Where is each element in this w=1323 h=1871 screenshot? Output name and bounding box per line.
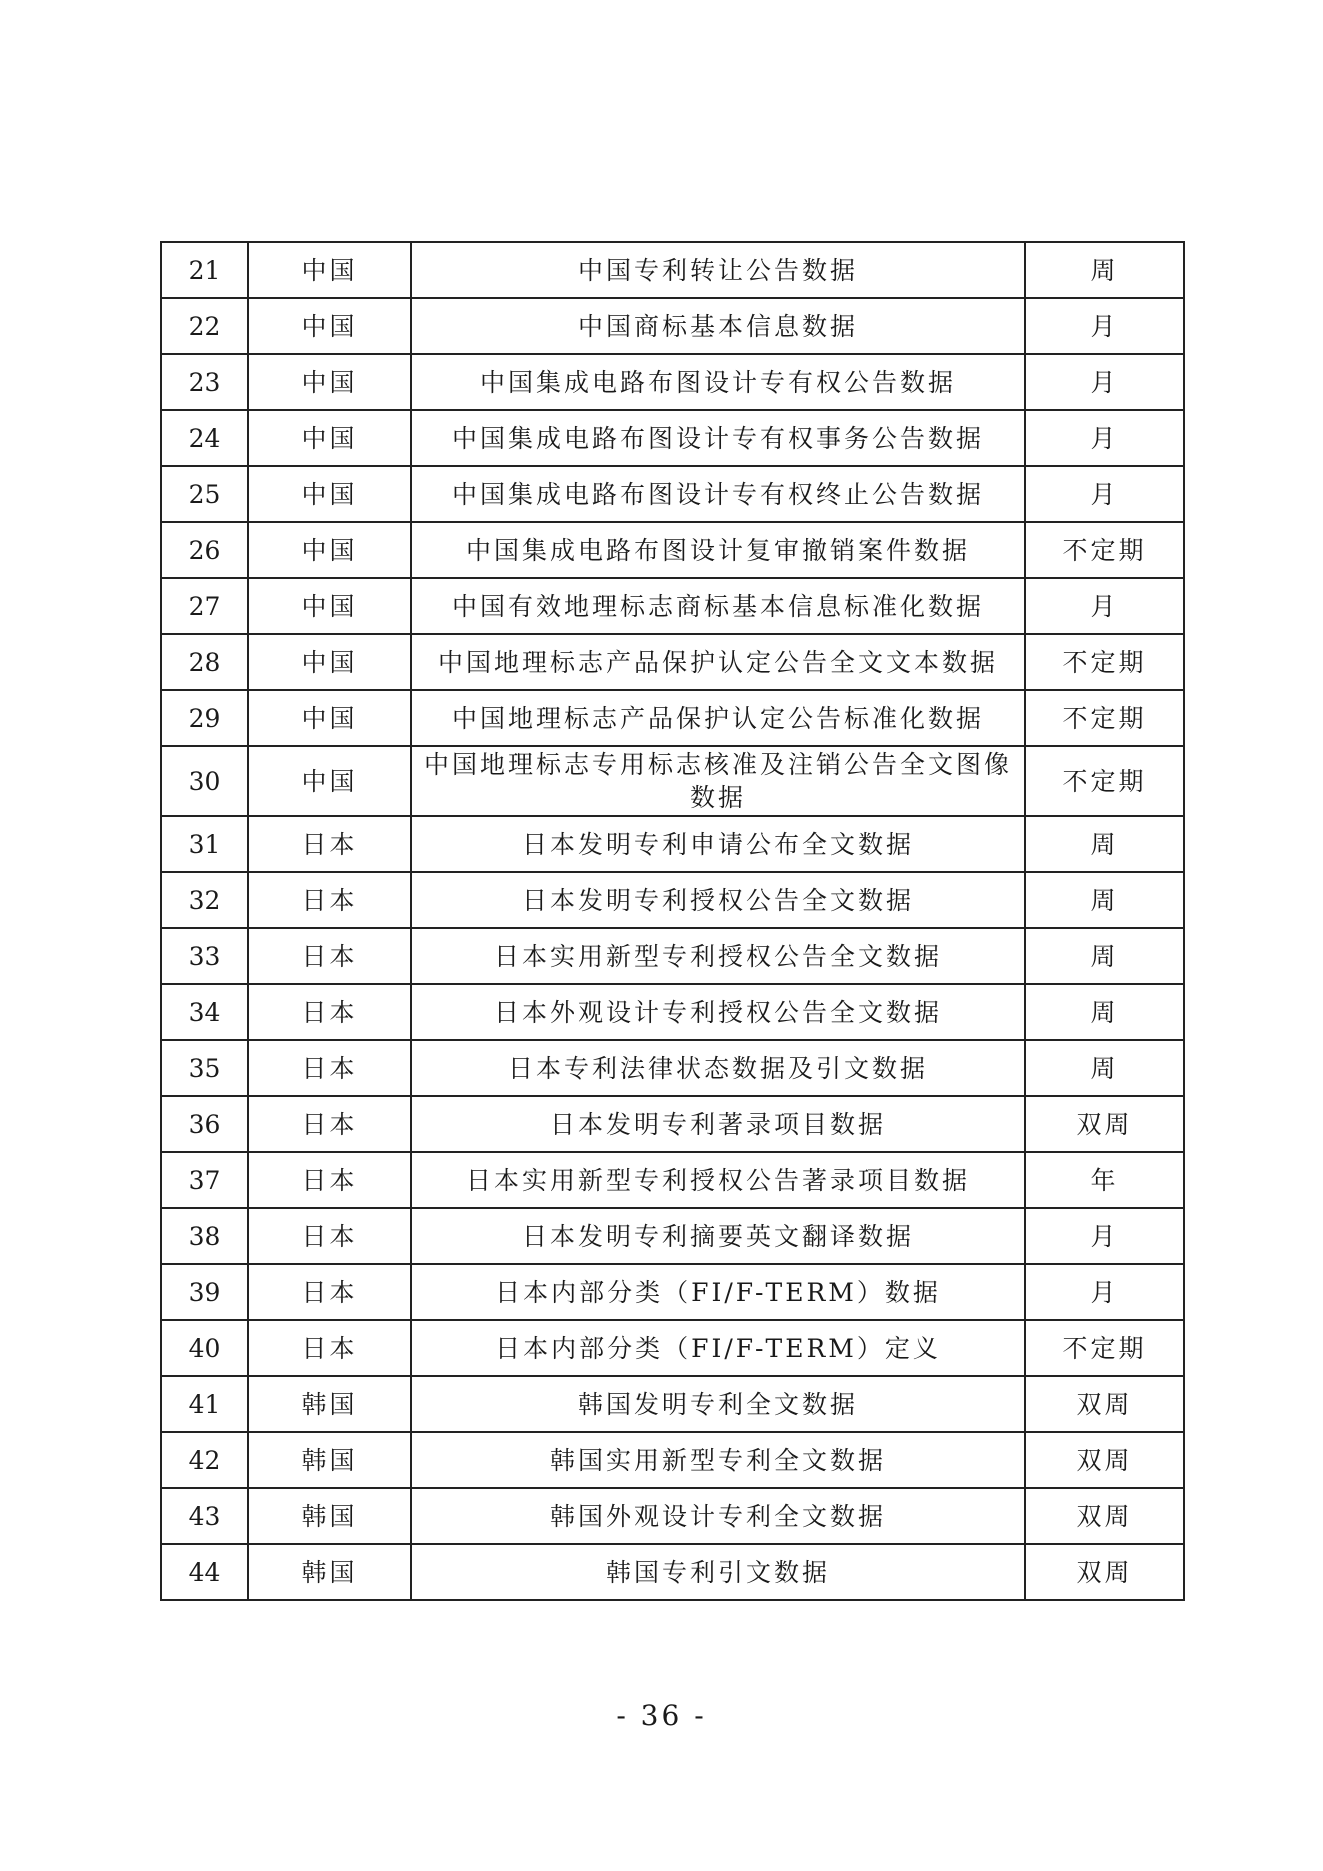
row-number: 24 [161, 410, 248, 466]
row-number: 41 [161, 1376, 248, 1432]
table-row [161, 634, 1184, 690]
row-number: 39 [161, 1264, 248, 1320]
row-country: 中国 [248, 522, 411, 578]
table-row [161, 522, 1184, 578]
row-country: 日本 [248, 872, 411, 928]
row-country: 韩国 [248, 1432, 411, 1488]
row-country: 日本 [248, 1208, 411, 1264]
table-row [161, 1040, 1184, 1096]
row-data-name: 日本发明专利授权公告全文数据 [411, 872, 1025, 928]
table-row [161, 928, 1184, 984]
table-row [161, 872, 1184, 928]
table-row [161, 816, 1184, 872]
row-country: 中国 [248, 410, 411, 466]
table-body [161, 242, 1184, 1600]
row-data-name: 日本发明专利申请公布全文数据 [411, 816, 1025, 872]
row-number: 30 [161, 746, 248, 816]
row-data-name: 中国地理标志专用标志核准及注销公告全文图像数据 [411, 746, 1025, 816]
row-number: 33 [161, 928, 248, 984]
table-row [161, 1264, 1184, 1320]
row-country: 中国 [248, 242, 411, 298]
table-row [161, 1544, 1184, 1600]
row-data-name: 中国集成电路布图设计专有权公告数据 [411, 354, 1025, 410]
table-row [161, 1488, 1184, 1544]
row-number: 29 [161, 690, 248, 746]
row-frequency: 月 [1025, 298, 1184, 354]
row-data-name: 中国专利转让公告数据 [411, 242, 1025, 298]
row-frequency: 周 [1025, 816, 1184, 872]
row-number: 34 [161, 984, 248, 1040]
row-number: 36 [161, 1096, 248, 1152]
table-row [161, 1096, 1184, 1152]
table-row [161, 242, 1184, 298]
row-data-name: 韩国专利引文数据 [411, 1544, 1025, 1600]
table-row [161, 1152, 1184, 1208]
table-row [161, 1376, 1184, 1432]
row-frequency: 周 [1025, 984, 1184, 1040]
row-frequency: 双周 [1025, 1544, 1184, 1600]
row-country: 日本 [248, 1152, 411, 1208]
row-data-name: 中国地理标志产品保护认定公告标准化数据 [411, 690, 1025, 746]
row-number: 40 [161, 1320, 248, 1376]
row-number: 42 [161, 1432, 248, 1488]
table-row [161, 690, 1184, 746]
row-country: 中国 [248, 634, 411, 690]
row-data-name: 韩国外观设计专利全文数据 [411, 1488, 1025, 1544]
row-frequency: 年 [1025, 1152, 1184, 1208]
row-frequency: 周 [1025, 872, 1184, 928]
row-frequency: 双周 [1025, 1096, 1184, 1152]
row-frequency: 月 [1025, 1208, 1184, 1264]
row-number: 43 [161, 1488, 248, 1544]
row-data-name: 中国商标基本信息数据 [411, 298, 1025, 354]
row-data-name: 韩国实用新型专利全文数据 [411, 1432, 1025, 1488]
table-row [161, 578, 1184, 634]
table-row [161, 1320, 1184, 1376]
row-frequency: 月 [1025, 410, 1184, 466]
data-table [160, 241, 1185, 1601]
row-country: 日本 [248, 1040, 411, 1096]
row-country: 日本 [248, 1096, 411, 1152]
row-frequency: 不定期 [1025, 522, 1184, 578]
table-row [161, 1432, 1184, 1488]
row-country: 韩国 [248, 1376, 411, 1432]
row-data-name: 中国地理标志产品保护认定公告全文文本数据 [411, 634, 1025, 690]
row-number: 38 [161, 1208, 248, 1264]
row-frequency: 周 [1025, 928, 1184, 984]
row-country: 日本 [248, 984, 411, 1040]
row-frequency: 不定期 [1025, 634, 1184, 690]
row-data-name: 日本外观设计专利授权公告全文数据 [411, 984, 1025, 1040]
table-row [161, 410, 1184, 466]
page-number: - 36 - [616, 1699, 707, 1732]
row-country: 中国 [248, 690, 411, 746]
row-country: 中国 [248, 578, 411, 634]
row-data-name: 中国集成电路布图设计复审撤销案件数据 [411, 522, 1025, 578]
row-data-name: 日本内部分类（FI/F-TERM）定义 [411, 1320, 1025, 1376]
row-frequency: 月 [1025, 578, 1184, 634]
row-number: 22 [161, 298, 248, 354]
row-country: 日本 [248, 1320, 411, 1376]
row-frequency: 月 [1025, 466, 1184, 522]
table-row [161, 354, 1184, 410]
row-number: 31 [161, 816, 248, 872]
table-row [161, 984, 1184, 1040]
row-number: 26 [161, 522, 248, 578]
row-frequency: 双周 [1025, 1432, 1184, 1488]
row-data-name: 日本实用新型专利授权公告著录项目数据 [411, 1152, 1025, 1208]
row-number: 23 [161, 354, 248, 410]
row-number: 35 [161, 1040, 248, 1096]
row-frequency: 月 [1025, 1264, 1184, 1320]
row-frequency: 双周 [1025, 1488, 1184, 1544]
row-number: 25 [161, 466, 248, 522]
row-number: 28 [161, 634, 248, 690]
table-row [161, 466, 1184, 522]
row-frequency: 双周 [1025, 1376, 1184, 1432]
row-data-name: 中国集成电路布图设计专有权事务公告数据 [411, 410, 1025, 466]
row-data-name: 日本内部分类（FI/F-TERM）数据 [411, 1264, 1025, 1320]
row-country: 中国 [248, 354, 411, 410]
table-row [161, 298, 1184, 354]
row-frequency: 不定期 [1025, 746, 1184, 816]
row-frequency: 不定期 [1025, 1320, 1184, 1376]
row-frequency: 周 [1025, 242, 1184, 298]
row-country: 中国 [248, 298, 411, 354]
row-data-name: 中国有效地理标志商标基本信息标准化数据 [411, 578, 1025, 634]
row-number: 44 [161, 1544, 248, 1600]
row-frequency: 周 [1025, 1040, 1184, 1096]
row-data-name: 日本发明专利著录项目数据 [411, 1096, 1025, 1152]
row-country: 中国 [248, 466, 411, 522]
row-country: 日本 [248, 928, 411, 984]
row-data-name: 韩国发明专利全文数据 [411, 1376, 1025, 1432]
row-data-name: 日本专利法律状态数据及引文数据 [411, 1040, 1025, 1096]
row-number: 32 [161, 872, 248, 928]
row-number: 37 [161, 1152, 248, 1208]
row-country: 日本 [248, 816, 411, 872]
row-country: 日本 [248, 1264, 411, 1320]
table-row [161, 1208, 1184, 1264]
row-frequency: 月 [1025, 354, 1184, 410]
row-data-name: 中国集成电路布图设计专有权终止公告数据 [411, 466, 1025, 522]
row-data-name: 日本发明专利摘要英文翻译数据 [411, 1208, 1025, 1264]
row-country: 中国 [248, 746, 411, 816]
row-number: 21 [161, 242, 248, 298]
row-country: 韩国 [248, 1544, 411, 1600]
table-row [161, 746, 1184, 816]
row-frequency: 不定期 [1025, 690, 1184, 746]
row-data-name: 日本实用新型专利授权公告全文数据 [411, 928, 1025, 984]
row-country: 韩国 [248, 1488, 411, 1544]
row-number: 27 [161, 578, 248, 634]
